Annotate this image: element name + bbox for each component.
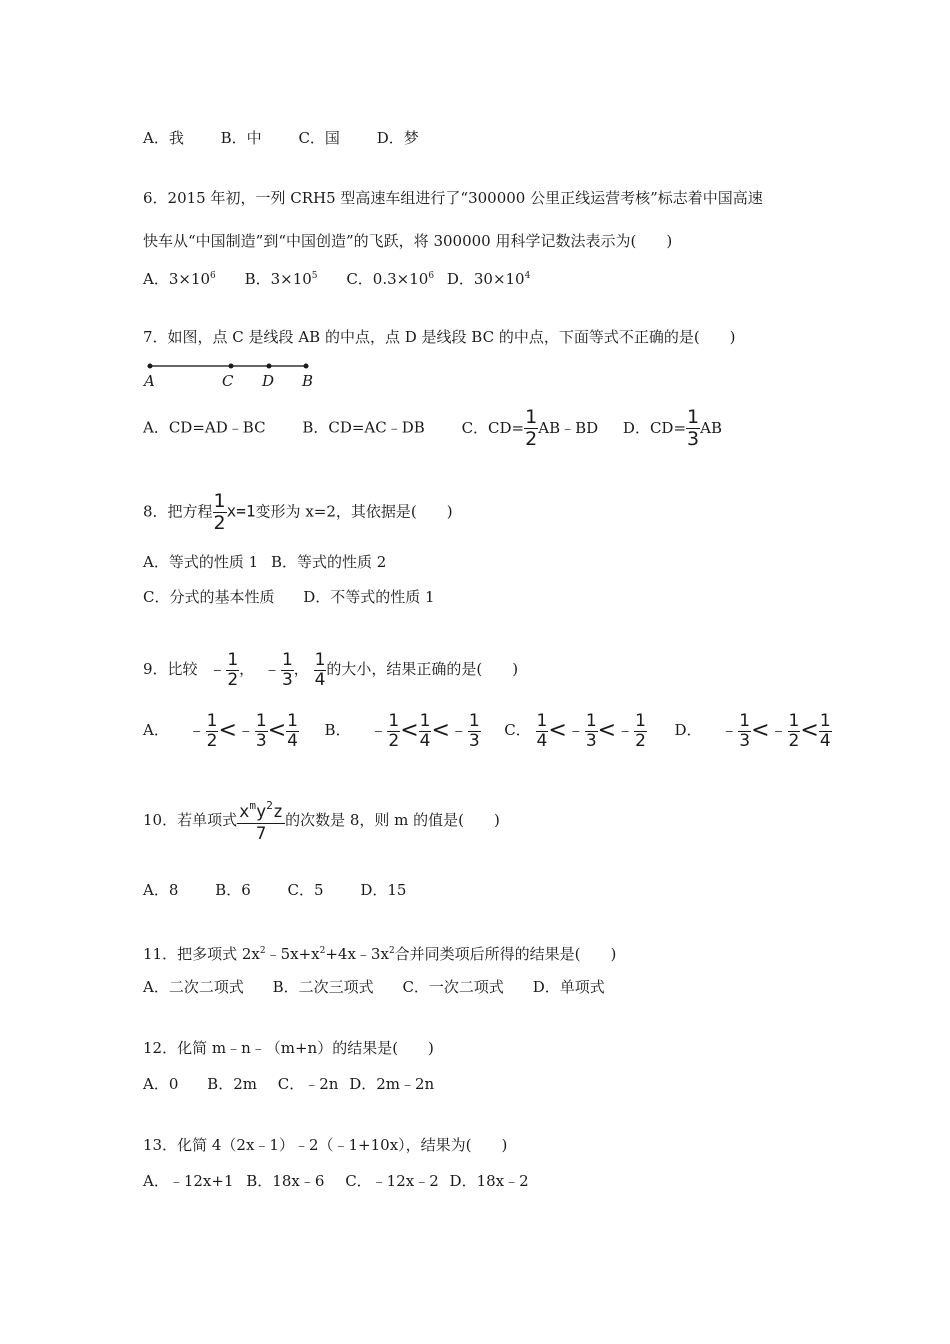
q10-stem: 10．若单项式 $x^my^2z$ 7 的次数是 8，则 m 的值是( ): [143, 798, 500, 844]
q8-fraction: $\frac{1}{2}$: [213, 490, 226, 534]
q10-option-d: D．15: [360, 881, 407, 899]
q6-stem-line1: 6．2015 年初，一列 CRH5 型高速车组进行了“300000 公里正线运营考核”标志着中国高速: [143, 189, 763, 207]
q8-option-b: B．等式的性质 2: [270, 553, 387, 571]
q9-option-b: B． ﹣ $\frac{1}{2}$ < $\frac{1}{4}$ <﹣ $\frac{1}{3}$: [324, 710, 480, 751]
q13-option-a: A．﹣12x+1: [143, 1172, 234, 1190]
point-d-label: D: [262, 372, 275, 390]
q11-option-b: B．二次三项式: [272, 978, 374, 996]
q12-option-c: C．﹣2n: [277, 1075, 339, 1093]
q8-options-row1: [143, 552, 386, 572]
q5-option-c: C．国: [298, 129, 340, 147]
q11-option-a: A．二次二项式: [143, 978, 244, 996]
q13-option-c: C．﹣12x﹣2: [345, 1172, 439, 1190]
q8-option-c: C．分式的基本性质: [143, 588, 275, 606]
q8-options-row2: [143, 587, 435, 607]
point-b-label: B: [302, 372, 314, 390]
q7-option-d: D．CD= $\frac{1}{3}$ AB: [622, 406, 722, 450]
q9-option-a: A． ﹣ $\frac{1}{2}$ <﹣ $\frac{1}{3}$ < $\frac{1}{4}$: [143, 710, 298, 751]
q8-option-d: D．不等式的性质 1: [303, 588, 435, 606]
q10-options: [143, 880, 406, 900]
q7-option-a: A．CD=AD﹣BC: [143, 418, 266, 437]
q5-options: [143, 128, 419, 148]
q6-option-d: D．$30\times 10^4$: [446, 270, 531, 288]
q11-options: [143, 977, 605, 997]
q12-options: [143, 1074, 434, 1094]
q10-option-a: A．8: [143, 881, 179, 899]
point-c-label: C: [222, 372, 234, 390]
q7-option-c: C．CD= $\frac{1}{2}$ AB﹣BD: [461, 406, 599, 450]
q11-option-d: D．单项式: [532, 978, 605, 996]
point-b-dot: [304, 364, 309, 369]
q12-option-b: B．2m: [207, 1075, 257, 1093]
point-d-dot: [267, 364, 272, 369]
point-c-dot: [229, 364, 234, 369]
q8-stem: 8．把方程 $\frac{1}{2}$ x=1变形为 x=2，其依据是( ): [143, 490, 453, 534]
q11-stem: 11．把多项式 $2x^2﹣5x+x^2+4x﹣3x^2$合并同类项后所得的结果是( ): [143, 945, 617, 963]
q13-option-b: B．18x﹣6: [246, 1172, 325, 1190]
q10-monomial: $x^my^2z$ 7: [239, 798, 284, 844]
q9-option-c: C． $\frac{1}{4}$ <﹣ $\frac{1}{3}$ <﹣ $\frac{1}{2}$: [504, 710, 646, 751]
q11-option-c: C．一次二项式: [402, 978, 504, 996]
q7-option-b: B．CD=AC﹣DB: [302, 418, 425, 437]
q13-options: [143, 1171, 529, 1191]
q6-option-a: A．$3\times 10^6$: [143, 270, 216, 288]
q8-option-a: A．等式的性质 1: [143, 553, 259, 571]
q13-option-d: D．18x﹣2: [449, 1172, 529, 1190]
q5-option-b: B．中: [220, 129, 262, 147]
q9-stem: 9．比较 ﹣ $\frac{1}{2}$ ， ﹣ $\frac{1}{3}$ ， $\frac{1}{4}$ 的大小，结果正确的是( ): [143, 649, 519, 690]
q5-option-a: A．我: [143, 129, 184, 147]
q12-option-d: D．2m﹣2n: [349, 1075, 435, 1093]
q6-stem-line2: 快车从“中国制造”到“中国创造”的飞跃，将 300000 用科学记数法表示为( ): [143, 232, 673, 250]
q10-option-b: B．6: [215, 881, 251, 899]
q6-option-c: C．$0.3\times 10^6$: [346, 270, 435, 288]
q9-option-d: D． ﹣ $\frac{1}{3}$ <﹣ $\frac{1}{2}$ < $\frac{1}{4}$: [674, 710, 831, 751]
point-a-dot: [148, 364, 153, 369]
q7-options: [143, 408, 722, 449]
point-a-label: A: [144, 372, 155, 390]
q12-stem: 12．化简 m﹣n﹣（m+n）的结果是( ): [143, 1039, 434, 1057]
q10-option-c: C．5: [287, 881, 324, 899]
q13-stem: 13．化简 4（2x﹣1）﹣2（﹣1+10x），结果为( ): [143, 1136, 508, 1154]
q6-option-b: B．$3\times 10^5$: [244, 270, 318, 288]
q6-options: [143, 266, 530, 289]
q12-option-a: A．0: [143, 1075, 179, 1093]
q5-option-d: D．梦: [376, 129, 419, 147]
q9-options: [143, 708, 832, 753]
q7-stem: 7．如图，点 C 是线段 AB 的中点，点 D 是线段 BC 的中点，下面等式不正确的是( ): [143, 328, 736, 346]
